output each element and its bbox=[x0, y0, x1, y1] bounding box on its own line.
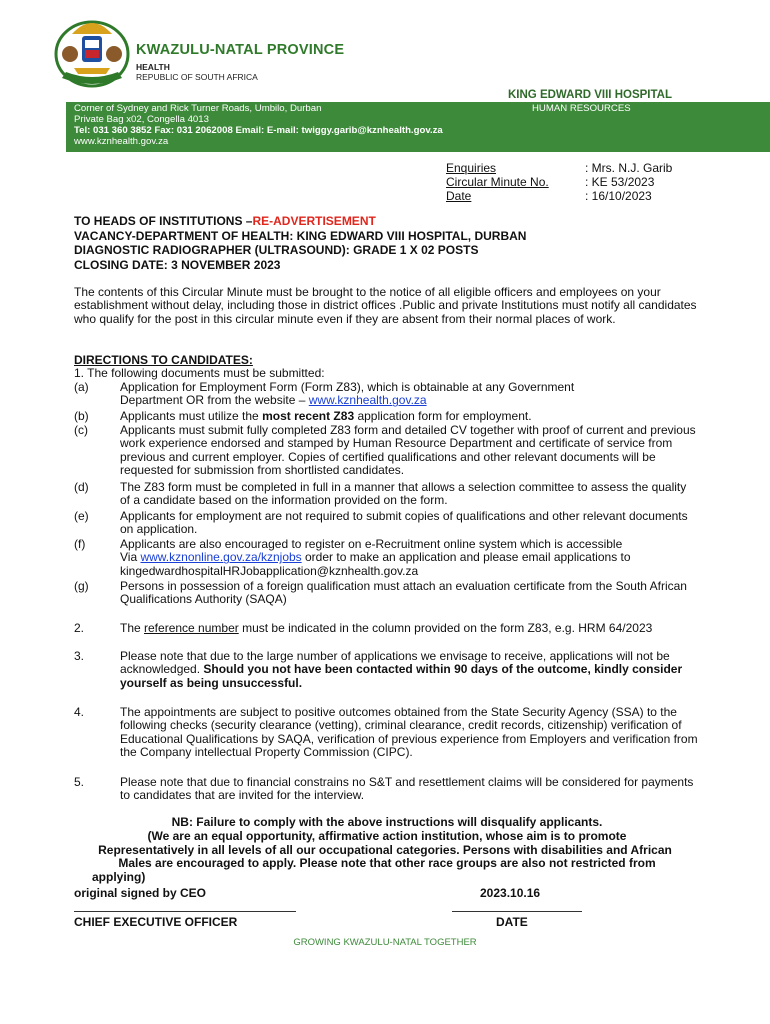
point-2-pre: The bbox=[120, 621, 145, 635]
kznonline-link[interactable]: www.kznonline.gov.za/kznjobs bbox=[140, 550, 302, 565]
nb-line-2: (We are an equal opportunity, affirmative action institution, whose aim is to promote bbox=[147, 828, 627, 843]
intro-paragraph: The contents of this Circular Minute must be brought to the notice of all eligible officers and employees on your establishment without delay, including those in district offices .Public and private Institutions must notify all candidates who qualify for the post in this circular minute even if they are absent from their normal places of work. bbox=[74, 285, 697, 326]
nb-line-5: applying) bbox=[92, 870, 146, 885]
republic-name: REPUBLIC OF SOUTH AFRICA bbox=[136, 72, 258, 82]
point-4-text: The appointments are subject to positive outcomes obtained from the State Security Agency (SSA) to the following checks (security clearance (vetting), criminal clearance, credit records, citizenship) verification of Educational Qualifications by SAQA, verification of previous experience from Employers and verification from the Company intellectual Property Commission (CIPC). bbox=[120, 705, 698, 760]
heading-line-4: CLOSING DATE: 3 NOVEMBER 2023 bbox=[74, 257, 281, 272]
item-d-text: The Z83 form must be completed in full in a manner that allows a selection committee to assess the quality of a candidate based on the information provided on the form. bbox=[120, 480, 687, 508]
item-f-text: Applicants are also encouraged to register on e-Recruitment online system which is accessible bbox=[120, 537, 623, 551]
date-value: : 16/10/2023 bbox=[585, 189, 652, 203]
unit-name: HUMAN RESOURCES bbox=[532, 103, 631, 114]
item-a-text: Application for Employment Form (Form Z83), which is obtainable at any Government bbox=[120, 380, 575, 394]
address-band bbox=[66, 102, 770, 152]
hospital-name: KING EDWARD VIII HOSPITAL bbox=[508, 89, 672, 101]
directions-title: DIRECTIONS TO CANDIDATES: bbox=[74, 353, 253, 367]
item-b-pre: Applicants must utilize the bbox=[120, 409, 263, 423]
directions-sub: 1. The following documents must be submitted: bbox=[74, 366, 325, 381]
point-2-text bbox=[120, 622, 700, 635]
point-5-number: 5. bbox=[74, 775, 85, 789]
readvertisement-label: RE-ADVERTISEMENT bbox=[252, 214, 376, 228]
item-a-text-2: Department OR from the website – bbox=[120, 393, 309, 408]
department-name: HEALTH bbox=[136, 62, 170, 72]
item-e-text: Applicants for employment are not required to submit copies of qualifications and other relevant documents on application. bbox=[120, 509, 688, 537]
directions-section bbox=[74, 354, 704, 616]
contact-line: Tel: 031 360 3852 Fax: 031 2062008 Email: E-mail: twiggy.garib@kznhealth.gov.za bbox=[74, 125, 443, 136]
point-3-bold: Should you not have been contacted within 90 days of the outcome, kindly consider yourself as being unsuccessful. bbox=[120, 662, 683, 690]
date-label: Date bbox=[446, 189, 472, 203]
nb-notice bbox=[72, 816, 702, 885]
circular-value: : KE 53/2023 bbox=[585, 175, 655, 189]
item-label: (f) bbox=[74, 537, 86, 551]
footer-slogan: GROWING KWAZULU-NATAL TOGETHER bbox=[293, 937, 477, 948]
item-label: (d) bbox=[74, 480, 89, 494]
item-f-via: Via bbox=[120, 550, 141, 565]
ceo-label: CHIEF EXECUTIVE OFFICER bbox=[74, 915, 238, 929]
heading-line-3: DIAGNOSTIC RADIOGRAPHER (ULTRASOUND): GRADE 1 X 02 POSTS bbox=[74, 243, 479, 257]
website-line: www.kznhealth.gov.za bbox=[74, 136, 169, 147]
signature-line bbox=[74, 911, 296, 912]
heading-prefix: TO HEADS OF INSTITUTIONS – bbox=[74, 214, 253, 228]
item-b-bold: most recent Z83 bbox=[262, 409, 355, 423]
item-label: (e) bbox=[74, 509, 89, 523]
item-label: (g) bbox=[74, 579, 89, 593]
item-g-text: Persons in possession of a foreign qualification must attach an evaluation certificate from the South African Qualifications Authority (SAQA) bbox=[120, 579, 687, 607]
point-2-number: 2. bbox=[74, 621, 85, 635]
coat-of-arms-icon bbox=[52, 10, 132, 92]
item-label: (b) bbox=[74, 409, 89, 423]
item-label: (a) bbox=[74, 380, 89, 394]
enquiries-label: Enquiries bbox=[446, 161, 497, 175]
signed-date: 2023.10.16 bbox=[480, 886, 541, 900]
item-c-text: Applicants must submit fully completed Z83 form and detailed CV together with proof of current and previous work experience endorsed and stamped by Human Resource Department and certificate of service from previous and current employer. Copies of certified qualifications and other relevant documents will be requested for submission from shortlisted candidates. bbox=[120, 423, 696, 478]
province-name: KWAZULU-NATAL PROVINCE bbox=[136, 42, 345, 58]
date-caption: DATE bbox=[496, 915, 528, 929]
address-line-2: Private Bag x02, Congella 4013 bbox=[74, 114, 209, 125]
signed-by: original signed by CEO bbox=[74, 886, 207, 900]
point-3-number: 3. bbox=[74, 649, 85, 663]
application-email: kingedwardhospitalHRJobapplication@kznhealth.gov.za bbox=[120, 563, 419, 578]
item-b-post: application form for employment. bbox=[354, 409, 532, 423]
point-4-number: 4. bbox=[74, 705, 85, 719]
address-line-1: Corner of Sydney and Rick Turner Roads, Umbilo, Durban bbox=[74, 103, 322, 114]
document-heading bbox=[74, 214, 526, 272]
heading-line-2: VACANCY-DEPARTMENT OF HEALTH: KING EDWARD VIII HOSPITAL, DURBAN bbox=[74, 228, 527, 243]
enquiries-value: : Mrs. N.J. Garib bbox=[585, 161, 673, 175]
kznhealth-link[interactable]: www.kznhealth.gov.za bbox=[308, 393, 427, 408]
item-label: (c) bbox=[74, 423, 88, 437]
point-5-text: Please note that due to financial constrains no S&T and resettlement claims will be considered for payments to candidates that are invited for the interview. bbox=[120, 775, 694, 803]
nb-line-1: NB: Failure to comply with the above instructions will disqualify applicants. bbox=[171, 815, 603, 829]
point-3-plain: Please note that due to the large number of applications we envisage to receive, applications will not be acknowledged. bbox=[120, 649, 670, 677]
nb-line-4: Males are encouraged to apply. Please note that other race groups are also not restricted from bbox=[118, 856, 656, 871]
point-3-text bbox=[120, 650, 700, 690]
point-2-post: must be indicated in the column provided on the form Z83, e.g. HRM 64/2023 bbox=[238, 621, 653, 635]
nb-line-3: Representatively in all levels of all our occupational categories. Persons with disabilities and African bbox=[98, 842, 672, 857]
date-line bbox=[452, 911, 582, 912]
item-f-text-2: order to make an application and please email applications to bbox=[301, 550, 631, 565]
circular-label: Circular Minute No. bbox=[446, 175, 549, 189]
reference-number-term: reference number bbox=[144, 621, 239, 635]
